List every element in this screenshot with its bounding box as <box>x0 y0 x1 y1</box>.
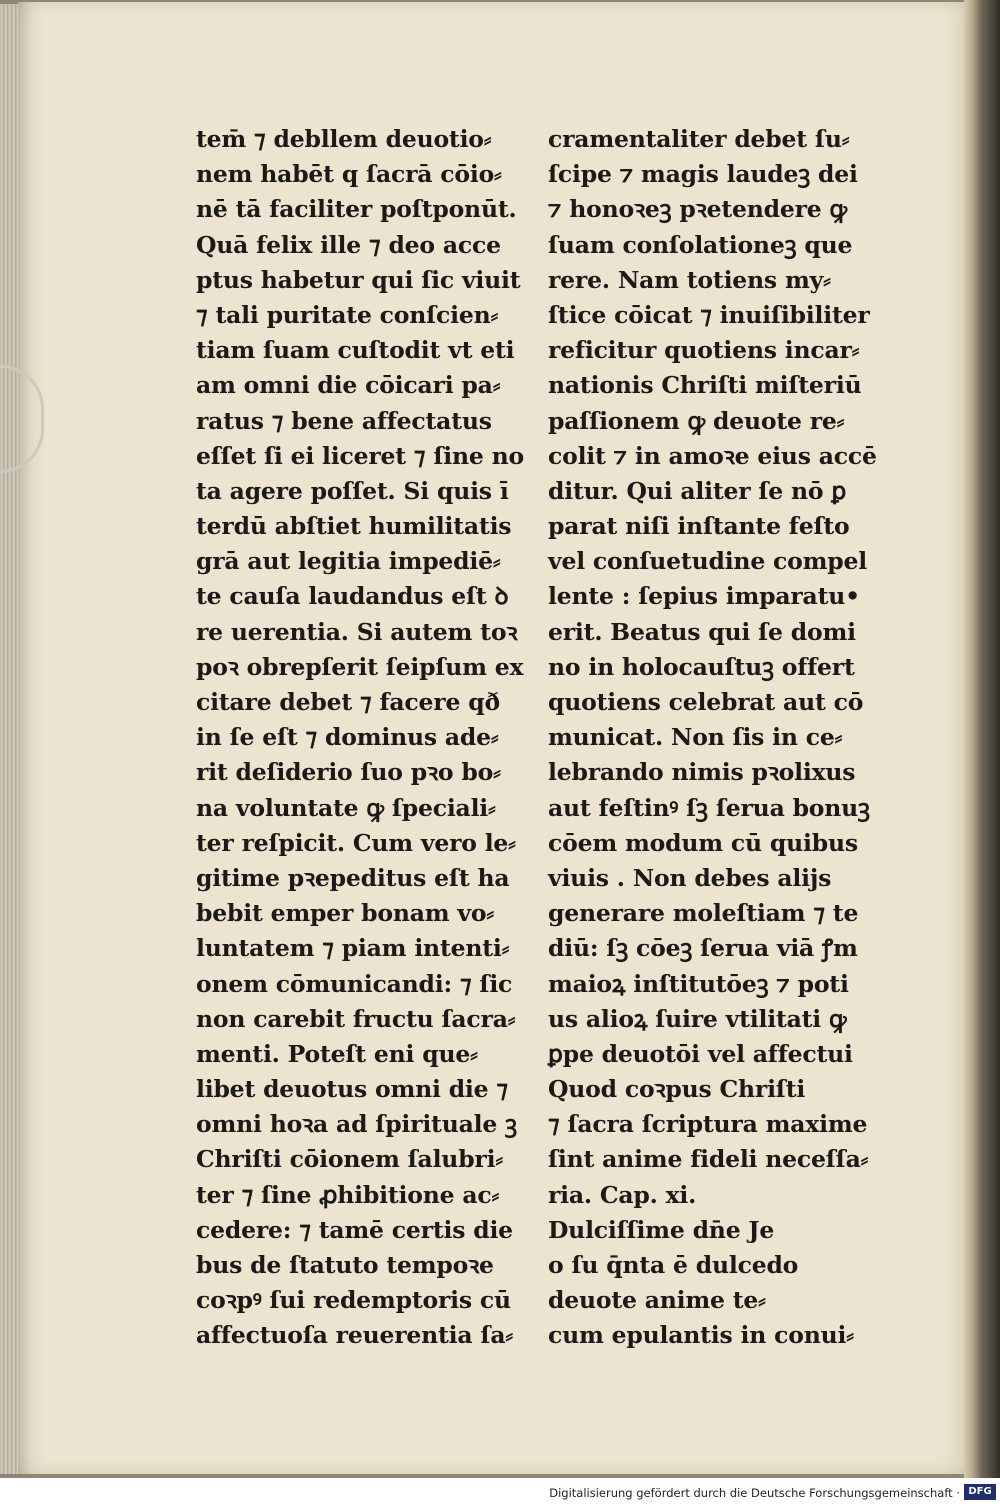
text-line: deuote anime te⸗ <box>548 1286 766 1315</box>
text-line: maioꝝ inſtitutōeꝫ ⁊ poti <box>548 969 849 998</box>
text-line: gitime pꝛepeditus eſt ha <box>196 863 510 892</box>
text-line: Quod coꝛpus Chriſti <box>548 1075 806 1104</box>
dfg-logo: DFG <box>964 1484 996 1500</box>
text-line: poꝛ obrepſerit ſeipſum ex <box>196 652 524 681</box>
text-line: bebit emper bonam vo⸗ <box>196 899 494 928</box>
text-line: ſtice cōicat ⁊ inuiſibiliter <box>548 300 870 329</box>
text-line: affectuoſa reuerentia ſa⸗ <box>196 1321 513 1350</box>
right-text-column <box>548 122 878 1354</box>
footer-credit: Digitalisierung gefördert durch die Deutsche Forschungsgemeinschaft · <box>549 1486 960 1500</box>
text-line: reficitur quotiens incar⸗ <box>548 336 860 365</box>
text-line: vel conſuetudine compel <box>548 547 868 576</box>
text-line: no in holocauſtuꝫ offert <box>548 652 855 681</box>
text-line: nationis Chriſti miſteriū <box>548 371 862 400</box>
text-line: o ſu q̄nta ē dulcedo <box>548 1251 799 1279</box>
text-line: non carebit fructu ſacra⸗ <box>196 1004 516 1033</box>
footer-bar <box>0 1478 1000 1508</box>
text-line: ratus ⁊ bene affectatus <box>196 406 492 435</box>
text-line: in ſe eſt ⁊ dominus ade⸗ <box>196 723 499 752</box>
text-line: ꝑpe deuotōi vel affectui <box>548 1039 853 1068</box>
text-line: paſſionem ꝙ deuote re⸗ <box>548 406 845 435</box>
text-line: diū: ſꝫ cōeꝫ ſerua viā ꝭm <box>548 934 858 963</box>
text-line: ter ⁊ ſine ꝓhibitione ac⸗ <box>196 1180 500 1209</box>
text-line: municat. Non ſis in ce⸗ <box>548 723 843 752</box>
text-line: terdū abſtiet humilitatis <box>196 512 512 541</box>
text-line: tiam ſuam cuſtodit vt eti <box>196 336 515 365</box>
text-line: luntatem ⁊ piam intenti⸗ <box>196 934 510 963</box>
text-line: menti. Poteſt eni que⸗ <box>196 1039 478 1068</box>
text-line: ſint anime fideli neceſſa⸗ <box>548 1145 869 1174</box>
left-text-column <box>196 122 526 1354</box>
text-line: ⁊ honoꝛeꝫ pꝛetendere ꝙ <box>548 195 847 224</box>
text-line: na voluntate ꝙ ſpeciali⸗ <box>196 793 496 822</box>
text-line: ⁊ tali puritate conſcien⸗ <box>196 300 499 329</box>
text-line: aut feſtinꝰ ſꝫ ſerua bonuꝫ <box>548 793 870 822</box>
text-line: cum epulantis in conui⸗ <box>548 1321 854 1350</box>
text-line: nem habēt q ſacrā cōio⸗ <box>196 160 502 189</box>
text-line: ter reſpicit. Cum vero le⸗ <box>196 828 516 857</box>
book-binding-edge <box>964 0 1000 1478</box>
text-line: ⁊ ſacra ſcriptura maxime <box>548 1110 868 1139</box>
text-line: viuis . Non debes alijs <box>548 863 832 892</box>
text-line: eſſet ſi ei liceret ⁊ ſine no <box>196 441 524 470</box>
text-line: lente : ſepius imparatu• <box>548 582 860 611</box>
text-line: cōem modum cū quibus <box>548 828 858 857</box>
text-line: quotiens celebrat aut cō <box>548 688 864 716</box>
text-line: bus de ſtatuto tempoꝛe <box>196 1251 494 1279</box>
text-line: us alioꝝ ſuire vtilitati ꝙ <box>548 1004 847 1033</box>
text-line: ditur. Qui aliter ſe nō ꝑ <box>548 476 847 505</box>
text-line: ptus habetur qui ſic viuit <box>196 265 521 294</box>
text-line: Quā felix ille ⁊ deo acce <box>196 230 501 259</box>
text-line: am omni die cōicari pa⸗ <box>196 371 501 400</box>
text-line: nē tā faciliter poſtponūt. <box>196 195 517 224</box>
text-line: ſcipe ⁊ magis laudeꝫ dei <box>548 160 858 189</box>
text-line: rit deſiderio ſuo pꝛo bo⸗ <box>196 758 501 787</box>
text-line: ta agere poſſet. Si quis ī <box>196 476 509 505</box>
text-line: omni hoꝛa ad ſpirituale ꝫ <box>196 1110 517 1139</box>
text-line: ſuam conſolationeꝫ que <box>548 230 853 259</box>
text-line: cramentaliter debet ſu⸗ <box>548 125 850 153</box>
text-line: rere. Nam totiens my⸗ <box>548 265 831 294</box>
text-line: Chriſti cōionem ſalubri⸗ <box>196 1145 503 1174</box>
text-line: coꝛpꝰ ſui redemptoris cū <box>196 1286 511 1315</box>
text-line: cedere: ⁊ tamē certis die <box>196 1215 513 1244</box>
text-line: citare debet ⁊ facere qð <box>196 688 500 716</box>
text-line: grā aut legitia impediē⸗ <box>196 547 501 576</box>
text-line: onem cōmunicandi: ⁊ ſic <box>196 969 513 998</box>
text-line: colit ⁊ in amoꝛe eius accē <box>548 441 877 470</box>
text-line: erit. Beatus qui ſe domi <box>548 617 856 646</box>
text-line: parat niſi inſtante feſto <box>548 512 850 541</box>
text-line: tem̄ ⁊ debllem deuotio⸗ <box>196 125 492 153</box>
text-line: ria. Cap. xi. <box>548 1180 697 1209</box>
text-line: Dulciſſime dn̄e Je <box>548 1215 775 1244</box>
text-line: libet deuotus omni die ⁊ <box>196 1075 508 1104</box>
text-line: te cauſa laudandus eſt ꝺ <box>196 582 509 611</box>
text-line: lebrando nimis pꝛolixus <box>548 758 856 787</box>
text-line: re uerentia. Si autem toꝛ <box>196 617 518 646</box>
text-line: generare moleſtiam ⁊ te <box>548 899 859 928</box>
